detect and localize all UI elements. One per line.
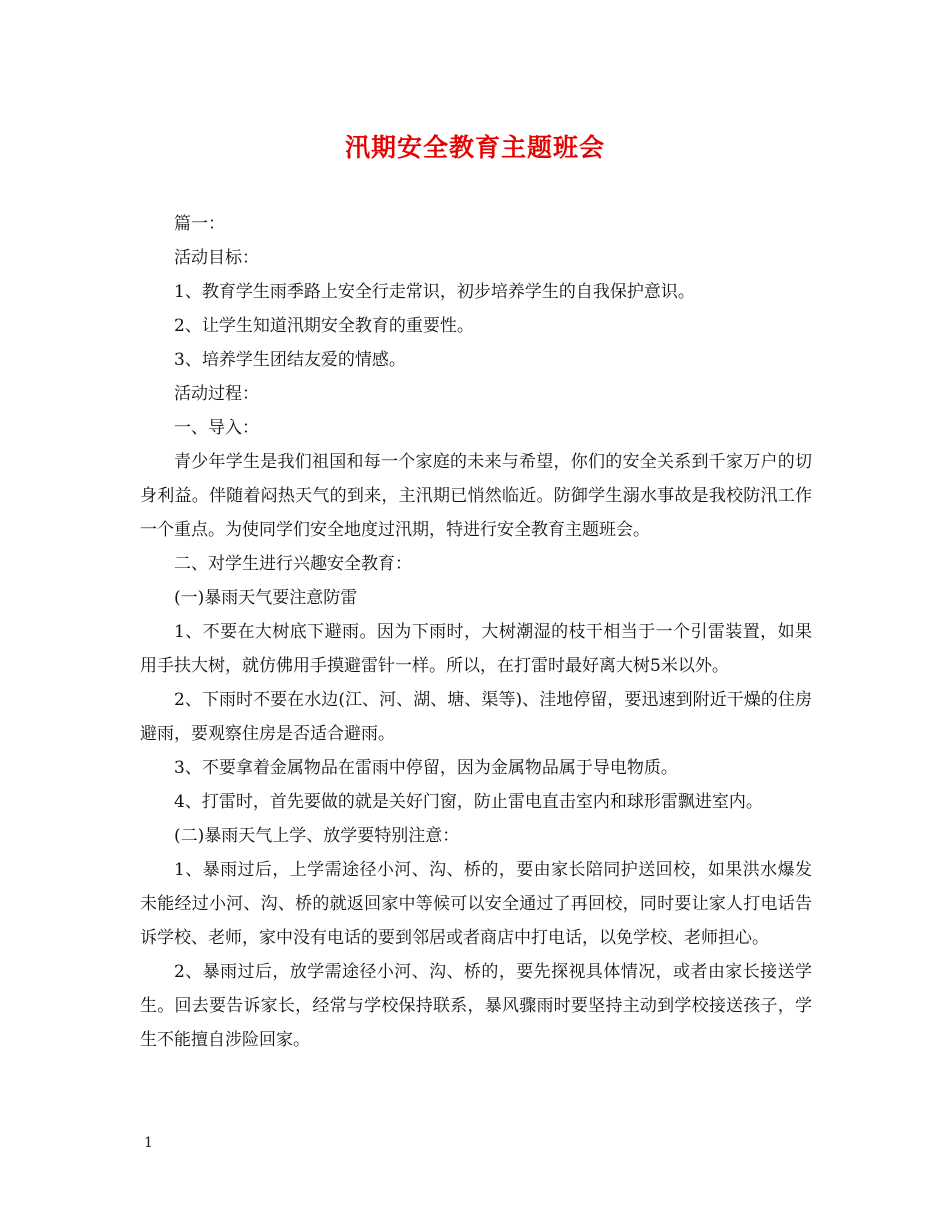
paragraph: 1、教育学生雨季路上安全行走常识，初步培养学生的自我保护意识。: [174, 282, 695, 302]
paragraph: 3、不要拿着金属物品在雷雨中停留，因为金属物品属于导电物质。: [174, 758, 678, 778]
paragraph: 4、打雷时，首先要做的就是关好门窗，防止雷电直击室内和球形雷飘进室内。: [174, 792, 763, 812]
paragraph: (一)暴雨天气要注意防雷: [174, 588, 358, 608]
paragraph: 2、下雨时不要在水边(江、河、湖、塘、渠等)、洼地停留，要迅速到附近干燥的住房避雨，要观察住房是否适合避雨。: [140, 690, 812, 744]
document-title: 汛期安全教育主题班会: [344, 133, 605, 162]
document-body: [140, 207, 812, 1057]
paragraph: 青少年学生是我们祖国和每一个家庭的未来与希望，你们的安全关系到千家万户的切身利益。伴随着闷热天气的到来，主汛期已悄然临近。防御学生溺水事故是我校防汛工作一个重点。为使同学们安全地度过汛期，特进行安全教育主题班会。: [140, 452, 812, 540]
paragraph: 活动目标：: [174, 248, 259, 268]
paragraph: 二、对学生进行兴趣安全教育：: [174, 554, 412, 574]
paragraph: 1、不要在大树底下避雨。因为下雨时，大树潮湿的枝干相当于一个引雷装置，如果用手扶大树，就仿佛用手摸避雷针一样。所以，在打雷时最好离大树5米以外。: [140, 622, 812, 676]
paragraph: 1、暴雨过后，上学需途径小河、沟、桥的，要由家长陪同护送回校，如果洪水爆发未能经过小河、沟、桥的就返回家中等候可以安全通过了再回校，同时要让家人打电话告诉学校、老师，家中没有电话的要到邻居或者商店中打电话，以免学校、老师担心。: [140, 860, 812, 948]
page-number: 1: [144, 1135, 153, 1151]
paragraph: 活动过程：: [174, 384, 259, 404]
paragraph: 篇一：: [174, 214, 225, 234]
paragraph: 3、培养学生团结友爱的情感。: [174, 350, 406, 370]
paragraph: (二)暴雨天气上学、放学要特别注意：: [174, 826, 460, 846]
paragraph: 2、暴雨过后，放学需途径小河、沟、桥的，要先探视具体情况，或者由家长接送学生。回去要告诉家长，经常与学校保持联系，暴风骤雨时要坚持主动到学校接送孩子，学生不能擅自涉险回家。: [140, 962, 812, 1050]
paragraph: 2、让学生知道汛期安全教育的重要性。: [174, 316, 474, 336]
paragraph: 一、导入：: [174, 418, 259, 438]
